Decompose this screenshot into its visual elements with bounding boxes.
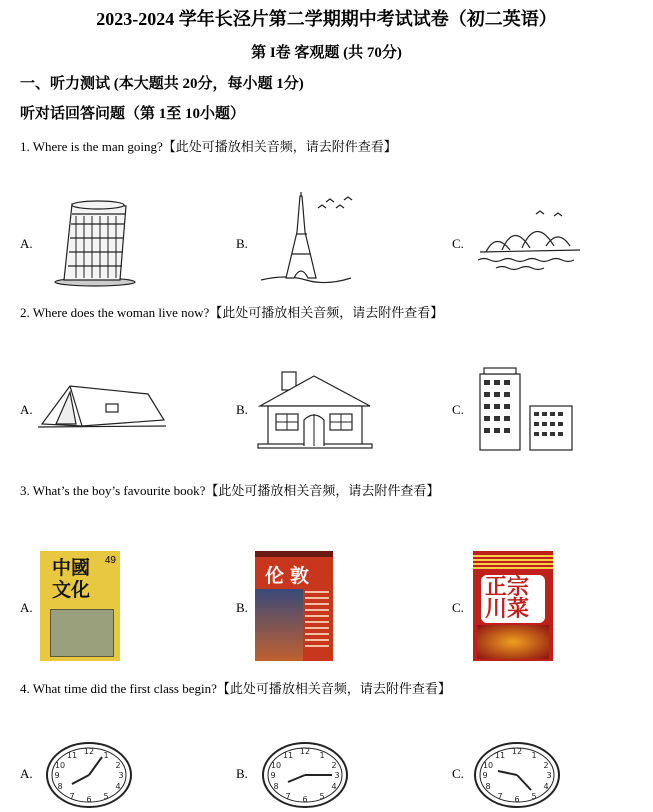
svg-text:3: 3 bbox=[118, 771, 124, 780]
svg-text:9: 9 bbox=[482, 771, 488, 780]
svg-text:12: 12 bbox=[299, 747, 311, 756]
q3-option-b-label[interactable]: B. bbox=[236, 600, 248, 615]
svg-text:7: 7 bbox=[285, 792, 291, 801]
q1-option-c-label[interactable]: C. bbox=[452, 236, 464, 251]
svg-text:6: 6 bbox=[86, 795, 92, 804]
question-1-text: 1. Where is the man going?【此处可播放相关音频，请去附件查看】 bbox=[20, 139, 397, 154]
svg-text:2: 2 bbox=[331, 761, 337, 770]
house-picture[interactable] bbox=[256, 370, 374, 450]
svg-text:9: 9 bbox=[270, 771, 276, 780]
section-heading: 一、听力测试 (本大题共 20分，每小题 1分) bbox=[20, 76, 304, 92]
svg-text:9: 9 bbox=[54, 771, 60, 780]
svg-text:5: 5 bbox=[319, 792, 325, 801]
q1-option-a-label[interactable]: A. bbox=[20, 236, 33, 251]
svg-text:3: 3 bbox=[334, 771, 340, 780]
svg-text:12: 12 bbox=[511, 747, 523, 756]
book-a-number: 49 bbox=[104, 555, 116, 566]
svg-text:4: 4 bbox=[543, 782, 549, 791]
svg-text:3: 3 bbox=[546, 771, 552, 780]
book-c-title: 正宗川菜 bbox=[485, 575, 530, 622]
svg-text:1: 1 bbox=[103, 751, 109, 760]
svg-text:1: 1 bbox=[531, 751, 537, 760]
question-2-text: 2. Where does the woman live now?【此处可播放相关音频，请去附件查看】 bbox=[20, 305, 444, 320]
q3-option-c-label[interactable]: C. bbox=[452, 600, 464, 615]
apartment-buildings-picture[interactable] bbox=[476, 366, 576, 452]
svg-text:7: 7 bbox=[69, 792, 75, 801]
svg-text:5: 5 bbox=[531, 792, 537, 801]
book-c-photo bbox=[477, 625, 549, 659]
svg-text:2: 2 bbox=[115, 761, 121, 770]
q4-option-c-label[interactable]: C. bbox=[452, 766, 464, 781]
book-b-photo bbox=[255, 589, 303, 661]
section-subheading: 听对话回答问题（第 1至 10小题） bbox=[20, 106, 246, 122]
opera-house-picture[interactable] bbox=[476, 206, 586, 276]
eiffel-tower-picture[interactable] bbox=[256, 192, 356, 288]
leaning-tower-picture[interactable] bbox=[50, 196, 140, 288]
book-a-artwork bbox=[50, 609, 114, 657]
svg-text:11: 11 bbox=[282, 751, 294, 760]
svg-text:10: 10 bbox=[270, 761, 282, 770]
q4-option-a-label[interactable]: A. bbox=[20, 766, 33, 781]
clock-a-picture[interactable] bbox=[44, 740, 134, 810]
q3-option-a-label[interactable]: A. bbox=[20, 600, 33, 615]
clock-c-picture[interactable] bbox=[472, 740, 562, 810]
svg-text:6: 6 bbox=[302, 795, 308, 804]
q2-option-a-label[interactable]: A. bbox=[20, 402, 33, 417]
svg-text:11: 11 bbox=[494, 751, 506, 760]
svg-text:8: 8 bbox=[273, 782, 279, 791]
q2-option-b-label[interactable]: B. bbox=[236, 402, 248, 417]
svg-text:11: 11 bbox=[66, 751, 78, 760]
clock-b-picture[interactable] bbox=[260, 740, 350, 810]
svg-text:4: 4 bbox=[331, 782, 337, 791]
svg-text:8: 8 bbox=[485, 782, 491, 791]
sichuan-cuisine-book-cover[interactable] bbox=[473, 551, 553, 661]
q4-option-b-label[interactable]: B. bbox=[236, 766, 248, 781]
book-b-title: 伦敦 bbox=[265, 565, 316, 587]
question-4-text: 4. What time did the first class begin?【此处可播放相关音频，请去附件查看】 bbox=[20, 681, 451, 696]
svg-text:7: 7 bbox=[497, 792, 503, 801]
paper-subtitle: 第 I卷 客观题 (共 70分) bbox=[251, 45, 402, 61]
chinese-culture-book-cover[interactable] bbox=[40, 551, 120, 661]
book-a-title: 中國文化 bbox=[52, 557, 91, 601]
svg-text:10: 10 bbox=[482, 761, 494, 770]
london-book-cover[interactable] bbox=[255, 551, 333, 661]
q1-option-b-label[interactable]: B. bbox=[236, 236, 248, 251]
q2-option-c-label[interactable]: C. bbox=[452, 402, 464, 417]
exam-title: 2023-2024 学年长泾片第二学期期中考试试卷（初二英语） bbox=[96, 9, 557, 29]
svg-text:8: 8 bbox=[57, 782, 63, 791]
svg-text:5: 5 bbox=[103, 792, 109, 801]
svg-text:4: 4 bbox=[115, 782, 121, 791]
tent-picture[interactable] bbox=[36, 380, 168, 430]
question-3-text: 3. What’s the boy’s favourite book?【此处可播放相关音频，请去附件查看】 bbox=[20, 483, 440, 498]
svg-text:10: 10 bbox=[54, 761, 66, 770]
svg-text:2: 2 bbox=[543, 761, 549, 770]
svg-text:12: 12 bbox=[83, 747, 95, 756]
svg-text:6: 6 bbox=[514, 795, 520, 804]
svg-text:1: 1 bbox=[319, 751, 325, 760]
